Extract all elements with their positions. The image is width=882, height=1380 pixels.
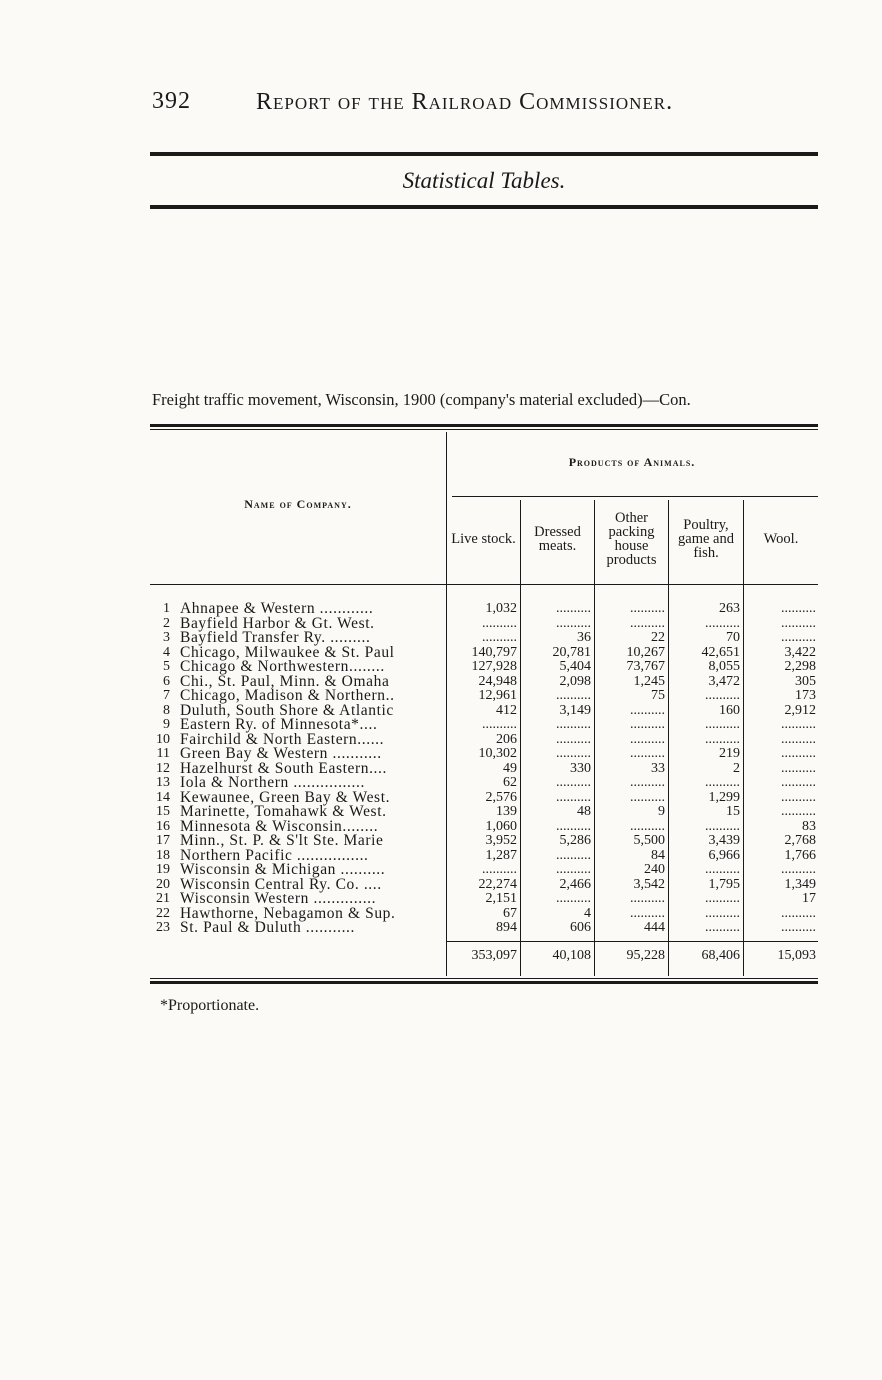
company-name: Hazelhurst & South Eastern....: [180, 759, 387, 777]
table-cell: ..........: [781, 905, 816, 921]
table-cell: 70: [726, 630, 740, 645]
table-cell: ..........: [556, 818, 591, 834]
table-cell: ..........: [781, 746, 816, 761]
section-title: Statistical Tables.: [402, 168, 566, 193]
total-cell: 15,093: [777, 948, 816, 963]
row-number: 1: [163, 601, 170, 616]
table-cell: 42,651: [701, 644, 740, 660]
row-number: 8: [163, 702, 170, 718]
table-cell: ..........: [630, 746, 665, 761]
table-cell: 330: [570, 760, 591, 776]
table-cell: 33: [651, 760, 665, 776]
row-number: 4: [163, 644, 170, 660]
table-cell: 2,912: [784, 702, 816, 718]
company-name: Iola & Northern ................: [180, 774, 365, 791]
row-number: 15: [156, 804, 170, 819]
row-number: 5: [163, 659, 170, 674]
table-cell: 444: [644, 920, 665, 935]
row-number: 13: [156, 775, 170, 790]
running-head: Report of the Railroad Commissioner.: [256, 89, 674, 115]
table-cell: 160: [719, 702, 740, 718]
table-cell: ..........: [705, 891, 740, 906]
header-bottom-rule: [150, 584, 818, 585]
row-number: 6: [163, 673, 170, 689]
footnote: *Proportionate.: [160, 997, 260, 1014]
table-bottom-rule-thick: [150, 981, 818, 984]
table-cell: 1,766: [784, 847, 816, 863]
row-number: 11: [156, 746, 170, 761]
table-cell: ..........: [482, 862, 517, 877]
row-number: 17: [156, 833, 170, 848]
col-header-other-packing: Other packing house products: [606, 510, 657, 568]
col-header-live-stock: Live stock.: [451, 531, 516, 547]
row-number: 9: [163, 717, 170, 732]
table-cell: ..........: [556, 717, 591, 732]
products-of-animals-header: Products of Animals.: [568, 455, 696, 469]
row-number: 3: [163, 630, 170, 645]
table-cell: ..........: [556, 615, 591, 631]
table-cell: 20,781: [552, 644, 591, 660]
row-number: 22: [156, 905, 170, 921]
table-cell: 1,245: [633, 673, 665, 689]
table-cell: ..........: [705, 818, 740, 834]
col-header-poultry: Poultry, game and fish.: [678, 517, 734, 561]
table-cell: 3,952: [485, 833, 517, 848]
group-header-rule: [452, 496, 818, 497]
total-cell: 68,406: [701, 948, 740, 963]
table-cell: 2,576: [485, 789, 517, 805]
table-cell: 5,286: [559, 833, 591, 848]
table-cell: ..........: [556, 789, 591, 805]
table-cell: ..........: [705, 862, 740, 877]
company-name: Marinette, Tomahawk & West.: [180, 803, 387, 820]
company-name: Green Bay & Western ...........: [180, 745, 382, 762]
table-cell: 305: [795, 673, 816, 689]
row-number: 16: [156, 818, 170, 834]
table-cell: ..........: [781, 789, 816, 805]
table-cell: ..........: [630, 818, 665, 834]
table-cell: ..........: [630, 891, 665, 906]
table-cell: 6,966: [708, 847, 740, 863]
row-number: 20: [156, 876, 170, 892]
table-cell: ..........: [556, 847, 591, 863]
row-number: 10: [156, 731, 170, 747]
row-number: 23: [156, 920, 170, 935]
table-cell: 22,274: [478, 876, 517, 892]
table-cell: 49: [503, 760, 517, 776]
table-cell: 412: [496, 702, 517, 718]
table-cell: 3,439: [708, 833, 740, 848]
table-cell: ..........: [781, 601, 816, 616]
table-cell: ..........: [781, 775, 816, 790]
table-bottom-rule-thin: [150, 978, 818, 979]
table-cell: ..........: [556, 862, 591, 877]
table-cell: 1,299: [708, 789, 740, 805]
total-cell: 95,228: [626, 948, 665, 963]
table-cell: ..........: [630, 905, 665, 921]
table-cell: 206: [496, 731, 517, 747]
table-cell: 173: [795, 688, 816, 703]
row-number: 18: [156, 847, 170, 863]
company-name: Bayfield Transfer Ry. .........: [180, 629, 371, 646]
table-cell: ..........: [781, 760, 816, 776]
company-name: Ahnapee & Western ............: [180, 600, 374, 617]
company-name: Wisconsin Western ..............: [180, 890, 377, 907]
table-cell: ..........: [630, 775, 665, 790]
table-cell: 4: [584, 905, 591, 921]
table-cell: 9: [658, 804, 665, 819]
table-cell: ..........: [482, 717, 517, 732]
table-cell: 1,287: [485, 847, 517, 863]
company-name: Kewaunee, Green Bay & West.: [180, 788, 391, 806]
table-cell: 84: [651, 847, 665, 863]
table-cell: 2,466: [559, 876, 591, 892]
table-cell: 83: [802, 818, 816, 834]
company-name: Chicago, Madison & Northern..: [180, 687, 395, 704]
table-cell: 263: [719, 601, 740, 616]
table-cell: 12,961: [478, 688, 517, 703]
table-cell: ..........: [482, 630, 517, 645]
table-cell: 5,404: [559, 659, 591, 674]
table-cell: ..........: [630, 789, 665, 805]
table-cell: ..........: [781, 630, 816, 645]
table-cell: 240: [644, 862, 665, 877]
table-cell: ..........: [705, 688, 740, 703]
table-cell: ..........: [630, 717, 665, 732]
table-cell: 15: [726, 804, 740, 819]
table-cell: 2,098: [559, 673, 591, 689]
table-cell: ..........: [781, 920, 816, 935]
row-number: 12: [156, 760, 170, 776]
company-name: Bayfield Harbor & Gt. West.: [180, 614, 375, 632]
table-cell: 3,422: [784, 644, 816, 660]
company-name: Northern Pacific ................: [180, 846, 369, 864]
table-cell: ..........: [630, 702, 665, 718]
table-cell: 3,542: [633, 876, 665, 892]
table-cell: 5,500: [633, 833, 665, 848]
company-name: Duluth, South Shore & Atlantic: [180, 701, 394, 719]
table-cell: ..........: [705, 615, 740, 631]
table-cell: ..........: [630, 731, 665, 747]
table-cell: 75: [651, 688, 665, 703]
table-cell: 24,948: [478, 673, 517, 689]
table-cell: ..........: [630, 601, 665, 616]
table-cell: ..........: [482, 615, 517, 631]
table-cell: ..........: [705, 731, 740, 747]
rule-top: [150, 152, 818, 156]
table-cell: 17: [802, 891, 816, 906]
company-name: Chicago, Milwaukee & St. Paul: [180, 643, 395, 661]
col-header-dressed-meats: Dressed meats.: [534, 524, 581, 554]
row-number: 19: [156, 862, 170, 877]
table-cell: 73,767: [626, 659, 665, 674]
company-name: Eastern Ry. of Minnesota*....: [180, 716, 378, 733]
table-cell: 8,055: [708, 659, 740, 674]
col-header-wool: Wool.: [763, 531, 799, 547]
company-name: Minnesota & Wisconsin........: [180, 817, 379, 835]
table-cell: ..........: [781, 717, 816, 732]
table-cell: ..........: [556, 775, 591, 790]
table-cell: 606: [570, 920, 591, 935]
table-cell: 22: [651, 630, 665, 645]
table-caption: Freight traffic movement, Wisconsin, 1900 (company's material excluded)—Con.: [152, 390, 691, 409]
table-top-rule-thin: [150, 429, 818, 430]
table-cell: 1,795: [708, 876, 740, 892]
table-cell: 3,472: [708, 673, 740, 689]
company-name: St. Paul & Duluth ...........: [180, 919, 355, 936]
table-cell: 10,302: [478, 746, 517, 761]
table-cell: 139: [496, 804, 517, 819]
table-cell: ..........: [630, 615, 665, 631]
table-cell: 2: [733, 760, 740, 776]
company-name: Chi., St. Paul, Minn. & Omaha: [180, 672, 390, 690]
table-cell: 2,768: [784, 833, 816, 848]
table-cell: ..........: [556, 688, 591, 703]
company-name: Chicago & Northwestern........: [180, 658, 385, 675]
page-number: 392: [152, 88, 191, 114]
company-name: Fairchild & North Eastern......: [180, 730, 385, 748]
table-cell: ..........: [781, 804, 816, 819]
table-cell: 10,267: [626, 644, 665, 660]
table-cell: 3,149: [559, 702, 591, 718]
table-cell: 1,032: [485, 601, 517, 616]
table-cell: 2,151: [485, 891, 517, 906]
total-cell: 353,097: [471, 948, 517, 963]
table-cell: ..........: [781, 615, 816, 631]
table-cell: ..........: [781, 731, 816, 747]
table-cell: 2,298: [784, 659, 816, 674]
totals-rule: [446, 941, 818, 942]
table-cell: ..........: [556, 601, 591, 616]
table-cell: ..........: [705, 905, 740, 921]
table-cell: ..........: [556, 746, 591, 761]
table-cell: ..........: [781, 862, 816, 877]
table-cell: ..........: [705, 920, 740, 935]
total-cell: 40,108: [552, 948, 591, 963]
table-cell: 62: [503, 775, 517, 790]
row-number: 2: [163, 615, 170, 631]
table-cell: ..........: [705, 775, 740, 790]
table-cell: 219: [719, 746, 740, 761]
table-cell: 48: [577, 804, 591, 819]
company-name: Wisconsin & Michigan ..........: [180, 861, 386, 878]
table-cell: ..........: [705, 717, 740, 732]
table-cell: ..........: [556, 891, 591, 906]
company-name: Wisconsin Central Ry. Co. ....: [180, 875, 382, 893]
table-cell: 127,928: [471, 659, 517, 674]
row-number: 21: [156, 891, 170, 906]
table-cell: 1,349: [784, 876, 816, 892]
table-top-rule-thick: [150, 424, 818, 427]
table-cell: 1,060: [485, 818, 517, 834]
row-number: 7: [163, 688, 170, 703]
table-cell: 894: [496, 920, 517, 935]
company-name: Hawthorne, Nebagamon & Sup.: [180, 904, 396, 922]
table-cell: 67: [503, 905, 517, 921]
rule-mid: [150, 205, 818, 209]
company-name: Minn., St. P. & S'lt Ste. Marie: [180, 832, 384, 849]
table-cell: 140,797: [471, 644, 517, 660]
name-column-header: Name of Company.: [244, 497, 352, 511]
row-number: 14: [156, 789, 170, 805]
table-cell: 36: [577, 630, 591, 645]
table-cell: ..........: [556, 731, 591, 747]
